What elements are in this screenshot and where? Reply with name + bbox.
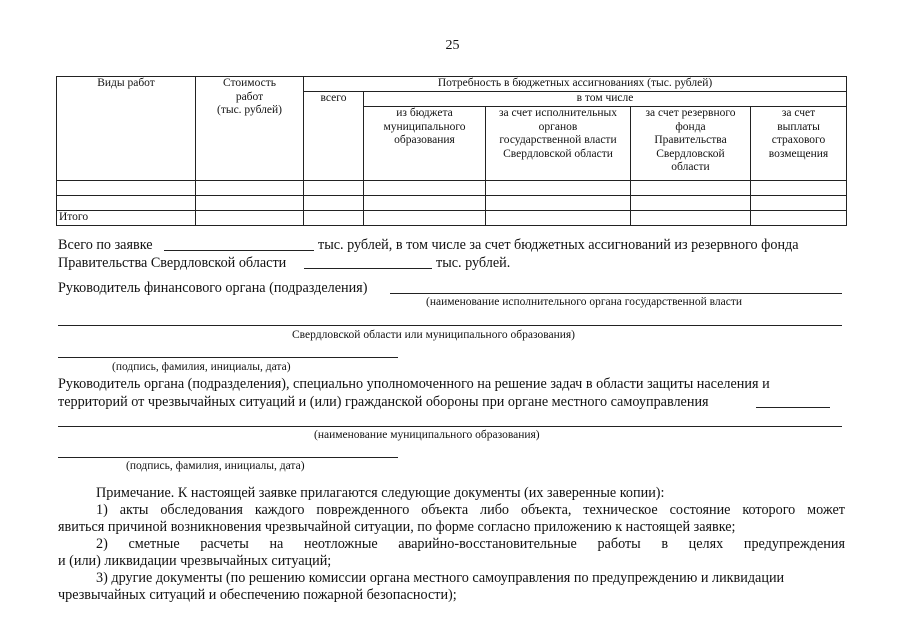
header-municipal-budget: из бюджета муниципального образования	[364, 107, 486, 181]
note-item-2b: и (или) ликвидации чрезвычайных ситуаций;	[58, 553, 332, 569]
note-item-3b: чрезвычайных ситуаций и обеспечению пожарной безопасности);	[58, 587, 457, 603]
header-reserve-fund: за счет резервного фонда Правительства Свердловской области	[631, 107, 751, 181]
funding-table	[56, 76, 847, 226]
request-reserve-field[interactable]	[304, 268, 432, 269]
note-item-1b: явиться причиной возникновения чрезвычайной ситуации, по форме согласно приложению к настоящей заявке;	[58, 519, 736, 535]
table-row	[57, 196, 847, 211]
note-item-3a: 3) другие документы (по решению комиссии органа местного самоуправления по предупреждению и ликвидации	[96, 570, 785, 586]
emergency-head-line-1: Руководитель органа (подразделения), специально уполномоченного на решение задач в области защиты населения и	[58, 376, 770, 392]
request-total-label: Всего по заявке	[58, 237, 153, 253]
fin-head-signature-field[interactable]	[58, 357, 398, 358]
fin-head-org-field[interactable]	[390, 293, 842, 294]
request-reserve-label: Правительства Свердловской области	[58, 255, 287, 271]
fin-head-caption-1: (наименование исполнительного органа государственной власти	[426, 296, 743, 308]
note-intro: Примечание. К настоящей заявке прилагаются следующие документы (их заверенные копии):	[96, 485, 665, 501]
request-total-text: тыс. рублей, в том числе за счет бюджетных ассигнований из резервного фонда	[318, 237, 799, 253]
header-insurance: за счет выплаты страхового возмещения	[751, 107, 847, 181]
emergency-head-line-2: территорий от чрезвычайных ситуаций и (или) гражданской обороны при органе местного самоуправления	[58, 394, 709, 410]
header-stoimost: Стоимость работ (тыс. рублей)	[196, 77, 304, 181]
fin-head-label: Руководитель финансового органа (подразделения)	[58, 280, 368, 296]
emergency-head-caption-2: (подпись, фамилия, инициалы, дата)	[126, 460, 305, 472]
emergency-head-inline-field[interactable]	[756, 407, 830, 408]
header-vsego: всего	[304, 92, 364, 181]
header-v-tom-chisle: в том числе	[364, 92, 847, 107]
request-reserve-unit: тыс. рублей.	[436, 255, 511, 271]
emergency-head-caption-1: (наименование муниципального образования)	[314, 429, 540, 441]
header-potrebnost: Потребность в бюджетных ассигнованиях (тыс. рублей)	[304, 77, 847, 92]
fin-head-caption-2: Свердловской области или муниципального образования)	[292, 329, 576, 341]
emergency-head-municipality-field[interactable]	[58, 426, 842, 427]
total-label: Итого	[57, 211, 196, 226]
note-item-2a: 2) сметные расчеты на неотложные аварийно-восстановительные работы в целях предупреждения	[96, 536, 845, 552]
note-item-1a: 1) акты обследования каждого поврежденного объекта либо объекта, техническое состояние которого может	[96, 502, 845, 518]
header-executive-bodies: за счет исполнительных органов государственной власти Свердловской области	[486, 107, 631, 181]
table-total-row	[57, 211, 847, 226]
request-total-field[interactable]	[164, 250, 314, 251]
header-vidy-rabot: Виды работ	[57, 77, 196, 181]
fin-head-org-field-2[interactable]	[58, 325, 842, 326]
fin-head-caption-3: (подпись, фамилия, инициалы, дата)	[112, 361, 291, 373]
table-row	[57, 181, 847, 196]
page-number: 25	[445, 38, 460, 53]
emergency-head-signature-field[interactable]	[58, 457, 398, 458]
